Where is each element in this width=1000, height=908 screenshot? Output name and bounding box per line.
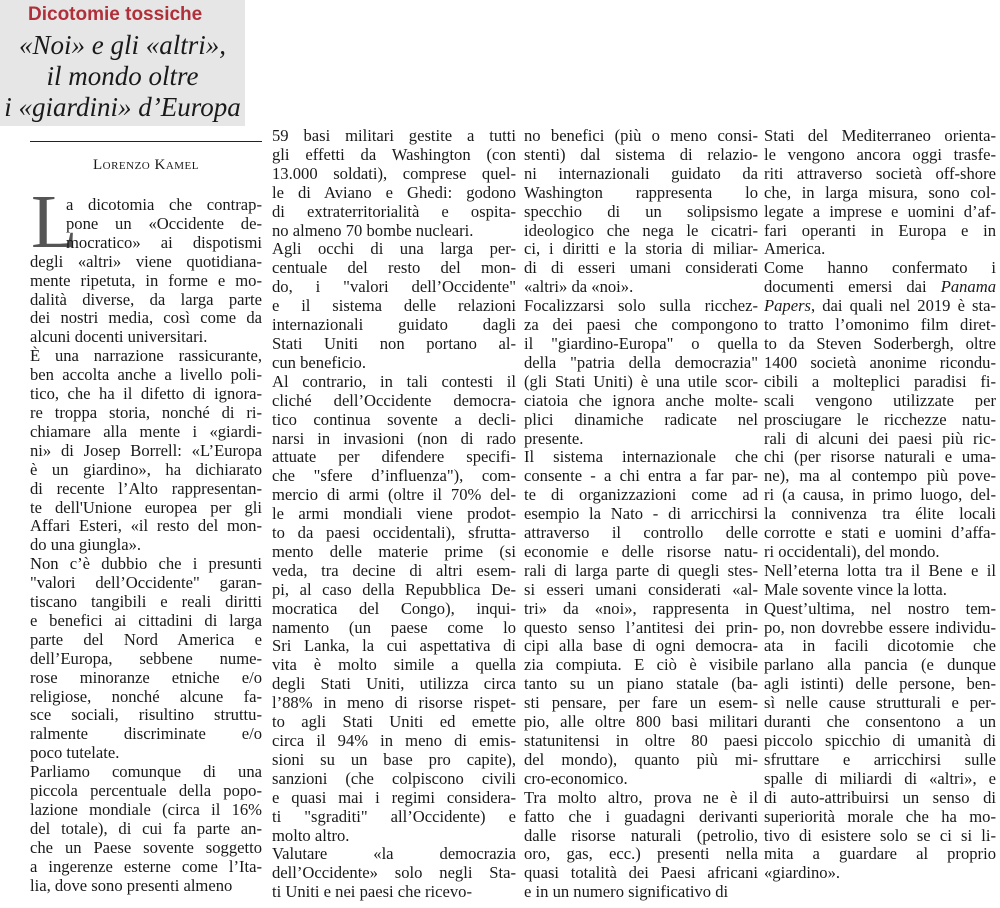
text-line: Tra molto altro, prova ne è il <box>524 787 758 807</box>
text-line: sanzioni (che colpiscono civili <box>272 768 516 788</box>
text-line: molto altro. <box>272 825 350 845</box>
text-line: ciatoia che ignora anche molte- <box>524 390 758 410</box>
drop-cap: L <box>31 180 78 264</box>
text-line: esempio la Nato - di arricchirsi <box>524 504 758 524</box>
text-line: le di Aviano e Ghedi: godono <box>272 182 516 202</box>
text-line: Male sovente vince la lotta. <box>764 579 947 599</box>
article-column-4 <box>764 127 996 883</box>
text-line: sce sociali, risultino struttu- <box>30 705 262 725</box>
text-line: «altri» da «noi». <box>524 277 634 297</box>
text-line: si esseri umani considerati «al- <box>524 579 758 599</box>
text-line: tivo di esistere solo se ci si li- <box>764 825 996 845</box>
article-column-3 <box>524 127 758 902</box>
text-line: parte del Nord America e <box>30 629 262 649</box>
text-line: di recente l’Alto rappresentan- <box>30 478 262 498</box>
text-line: centuale del resto del mon- <box>272 258 516 278</box>
text-line: «giardino». <box>764 863 841 883</box>
text-line: plici dinamiche radicate nel <box>524 409 758 429</box>
text-line: del totale), di cui fa parte an- <box>30 818 262 838</box>
text-line: 13.000 soldati), comprese quel- <box>272 163 516 183</box>
text-line: dalità diverse, da larga parte <box>30 289 262 309</box>
text-line <box>764 278 996 297</box>
text-line: veda, tra decine di altri esem- <box>272 560 516 580</box>
text-line: mercio di armi (oltre il 70% del- <box>272 485 516 505</box>
headline-line: i «giardini» d’Europa <box>4 92 241 122</box>
text-line: ti "sgraditi" all’Occidente) e <box>272 806 516 826</box>
text-line: rali di larga parte di quegli stes- <box>524 560 758 580</box>
text-line: alcuni docenti universitari. <box>30 327 208 347</box>
text-line: re troppa storia, nonché di ri- <box>30 402 262 422</box>
text-line: di auto-attribuirsi un senso di <box>764 787 996 807</box>
text-line: corrotte e stati e uomini d’affa- <box>764 523 996 543</box>
text-line: ben accolta anche a livello poli- <box>30 365 262 385</box>
text-segment: , dai quali nel 2019 è sta- <box>811 296 996 316</box>
text-line: del mondo), quanto più mi- <box>524 749 758 769</box>
text-line: poco tutelate. <box>30 743 120 763</box>
italic-title: Papers <box>764 296 812 316</box>
text-line <box>764 297 996 316</box>
text-line: po, non dovrebbe essere individu- <box>764 617 996 637</box>
text-line: to agli Stati Uniti ed emette <box>272 712 516 732</box>
text-line: Non c’è dubbio che i presunti <box>30 554 262 574</box>
text-line: mento delle materie prime (si <box>272 541 516 561</box>
headline-box <box>0 0 245 126</box>
headline-line: il mondo oltre <box>46 61 199 91</box>
text-line: di di esseri umani considerati <box>524 258 758 278</box>
text-line: la connivenza tra élite locali <box>764 504 996 524</box>
text-line: di extraterritorialità e ospita- <box>272 201 516 221</box>
text-line: ata in facili dicotomie che <box>764 636 996 656</box>
text-line: a dicotomia che contrap- <box>66 195 262 214</box>
text-line: Valutare «la democrazia <box>272 844 516 864</box>
text-line: cibili a molteplici paradisi fi- <box>764 371 996 391</box>
text-line: ri occidentali), del mondo. <box>764 541 940 561</box>
text-line: il "giardino-Europa" o quella <box>524 333 758 353</box>
text-line: mocratico» ai dispotismi <box>66 232 262 252</box>
text-line: mocratica del Congo), inqui- <box>272 598 516 618</box>
text-line: degli Stati Uniti, utilizza circa <box>272 674 516 694</box>
text-line: che "sfere d’influenza"), com- <box>272 466 516 486</box>
text-line: no benefici (più o meno consi- <box>524 126 758 145</box>
text-line: sioni su un base pro capite), <box>272 749 516 769</box>
text-line: riti attraverso società off-shore <box>764 163 996 183</box>
text-line: ralmente discriminate e/o <box>30 724 262 744</box>
text-line: ri (a causa, in primo luogo, del- <box>764 485 996 505</box>
text-line: Affari Esteri, «il resto del mon- <box>30 516 262 536</box>
text-line: le armi mondiali viene prodot- <box>272 504 516 524</box>
text-line: presente. <box>524 428 584 448</box>
text-line: chiamare alla mente i «giardi- <box>30 421 262 441</box>
text-line: questo senso l’antitesi dei prin- <box>524 617 758 637</box>
text-line: oro, gas, ecc.) presenti nella <box>524 844 758 864</box>
text-line: piccola percentuale della popo- <box>30 781 262 801</box>
text-line: dalle risorse naturali (petrolio, <box>524 825 758 845</box>
text-line: che un Paese sovente soggetto <box>30 837 262 857</box>
text-line: religiose, nonché alcune fa- <box>30 686 262 706</box>
text-line: attraverso il controllo delle <box>524 523 758 543</box>
text-line: È una narrazione rassicurante, <box>30 346 262 366</box>
headline-line: «Noi» e gli «altri», <box>18 30 226 60</box>
text-line: narsi in invasioni (non di rado <box>272 428 516 448</box>
article-column-1 <box>30 196 262 896</box>
text-line: Al contrario, in tali contesti il <box>272 371 516 391</box>
text-line: è un giardino», ha dichiarato <box>30 459 262 479</box>
text-line: Agli occhi di una larga per- <box>272 239 516 259</box>
text-line: no almeno 70 bombe nucleari. <box>272 220 474 240</box>
text-line: za dei paesi che compongono <box>524 315 758 335</box>
text-line: ni» di Josep Borrell: «L’Europa <box>30 440 262 460</box>
text-line: sfruttare e arricchirsi sulle <box>764 749 996 769</box>
text-line: cipi alla base di ogni democra- <box>524 636 758 656</box>
text-line: l’88% in meno di risorse rispet- <box>272 693 516 713</box>
text-line: ideologico che nega le cicatri- <box>524 220 758 240</box>
text-line: cliché dell’Occidente democra- <box>272 390 516 410</box>
text-line: rose minoranze etniche e/o <box>30 667 262 687</box>
text-line: fatto che i guadagni derivanti <box>524 806 758 826</box>
text-line: agli istinti) delle persone, ben- <box>764 674 996 694</box>
text-line: (gli Stati Uniti) è una utile scor- <box>524 371 758 391</box>
text-line: tiscano tangibili e reali diritti <box>30 592 262 612</box>
text-line: le vengono ancora oggi trasfe- <box>764 144 996 164</box>
text-line: Nell’eterna lotta tra il Bene e il <box>764 560 996 580</box>
text-line: chi (per risorse naturali e uma- <box>764 447 996 467</box>
text-line: to da Steven Soderbergh, oltre <box>764 333 996 353</box>
text-line: stenti) dal sistema di relazio- <box>524 144 758 164</box>
text-line: scali vengono utilizzate per <box>764 390 996 410</box>
text-line: specchio di un solipsismo <box>524 201 758 221</box>
text-line: tri» da «noi», rappresenta in <box>524 598 758 618</box>
text-line: economie e delle risorse natu- <box>524 541 758 561</box>
text-line: namento (un paese come lo <box>272 617 516 637</box>
text-line: te di organizzazioni come ad <box>524 485 758 505</box>
text-line: pi, al caso della Repubblica De- <box>272 579 516 599</box>
kicker: Dicotomie tossiche <box>28 4 203 25</box>
text-line: e benefici ai cittadini di larga <box>30 610 262 630</box>
text-line: to da paesi occidentali), sfrutta- <box>272 523 516 543</box>
text-line: ci, i diritti e la storia di miliar- <box>524 239 758 259</box>
text-line: spalle di miliardi di «altri», e <box>764 768 996 788</box>
text-line: ne), ma al contempo più pove- <box>764 466 996 486</box>
text-line: America. <box>764 239 826 259</box>
text-line: cro-economico. <box>524 768 628 788</box>
text-line: Washington rappresenta lo <box>524 182 758 202</box>
text-line: ni internazionali guidato da <box>524 163 758 183</box>
text-line: quasi totalità dei Paesi africani <box>524 863 758 883</box>
text-line: tico continua sovente a decli- <box>272 409 516 429</box>
text-line: zia compiuta. E ciò è visibile <box>524 655 758 675</box>
text-line: Come hanno confermato i <box>764 258 996 278</box>
text-line: ti Uniti e nei paesi che ricevo- <box>272 882 472 902</box>
article-column-2 <box>272 127 516 902</box>
headline <box>0 30 245 123</box>
text-line: tanto su un piano statale (ba- <box>524 674 758 694</box>
text-line: superiorità morale che ha mo- <box>764 806 996 826</box>
text-line: Stati del Mediterraneo orienta- <box>764 126 996 145</box>
text-line: to tratto l’omonimo film diret- <box>764 315 996 335</box>
text-line: vita è molto simile a quella <box>272 655 516 675</box>
text-line: attuate per difendere specifi- <box>272 447 516 467</box>
italic-title: Panama <box>940 277 996 297</box>
text-line: do una giungla». <box>30 535 142 555</box>
text-line: gli effetti da Washington (con <box>272 144 516 164</box>
text-line: 59 basi militari gestite a tutti <box>272 126 516 145</box>
text-line: e in un numero significativo di <box>524 882 729 902</box>
text-line: degli «altri» viene quotidiana- <box>30 251 262 271</box>
text-line: cun beneficio. <box>272 352 366 372</box>
text-line: tico, che ha il difetto di ignora- <box>30 384 262 404</box>
text-line: della "patria della democrazia" <box>524 352 758 372</box>
text-line: duranti che consentono a un <box>764 712 996 732</box>
byline: Lorenzo Kamel <box>92 157 199 173</box>
text-line: circa il 94% in meno di emis- <box>272 731 516 750</box>
text-line: lazione mondiale (circa il 16% <box>30 800 262 819</box>
text-line: statunitensi in oltre 80 paesi <box>524 731 758 750</box>
text-line: mente ripetuta, in forme e mo- <box>30 270 262 290</box>
text-line: "valori dell’Occidente" garan- <box>30 573 262 593</box>
text-line: a ingerenze esterne come l’Ita- <box>30 856 262 876</box>
text-line: legate a imprese e uomini d’af- <box>764 201 996 221</box>
text-line: do, i "valori dell’Occidente" <box>272 277 516 297</box>
text-line: Stati Uniti non portano al- <box>272 333 516 353</box>
text-line: Focalizzarsi solo sulla ricchez- <box>524 296 758 316</box>
text-line: lia, dove sono presenti almeno <box>30 875 233 895</box>
text-line: e il sistema delle relazioni <box>272 296 516 316</box>
text-line: Il sistema internazionale che <box>524 447 758 467</box>
text-segment: documenti emersi dai <box>764 277 941 297</box>
text-line: pio, alle oltre 800 basi militari <box>524 712 758 732</box>
text-line: prosciugare le ricchezze natu- <box>764 409 996 429</box>
text-line: dell’Occidente» solo negli Sta- <box>272 863 516 883</box>
text-line: fari operanti in Europa e in <box>764 220 996 240</box>
text-line: sti pensare, per fare un esem- <box>524 693 758 713</box>
text-line: consente - a chi entra a far par- <box>524 466 758 486</box>
text-line: che, in larga misura, sono col- <box>764 182 996 202</box>
text-line: internazionali guidato dagli <box>272 315 516 335</box>
text-line: 1400 società anonime ricondu- <box>764 352 996 372</box>
text-line: te dell'Unione europea per gli <box>30 497 262 517</box>
text-line: Sri Lanka, la cui aspettativa di <box>272 636 516 656</box>
text-line: sì nelle cause strutturali e per- <box>764 693 996 713</box>
text-line: Quest’ultima, nel nostro tem- <box>764 598 996 618</box>
divider <box>30 141 262 142</box>
text-line: mita a guardare al proprio <box>764 844 996 864</box>
text-line: rali di alcuni dei paesi più ric- <box>764 428 996 448</box>
text-line: Parliamo comunque di una <box>30 762 262 782</box>
text-line: parlano alla pancia (e dunque <box>764 655 996 675</box>
text-line: dell’Europa, sebbene nume- <box>30 648 262 668</box>
text-line: dei nostri media, così come da <box>30 308 262 328</box>
text-line: e quasi mai i regimi considera- <box>272 787 516 807</box>
text-line: piccolo spicchio di umanità di <box>764 731 996 750</box>
text-line: pone un «Occidente de- <box>66 213 262 233</box>
